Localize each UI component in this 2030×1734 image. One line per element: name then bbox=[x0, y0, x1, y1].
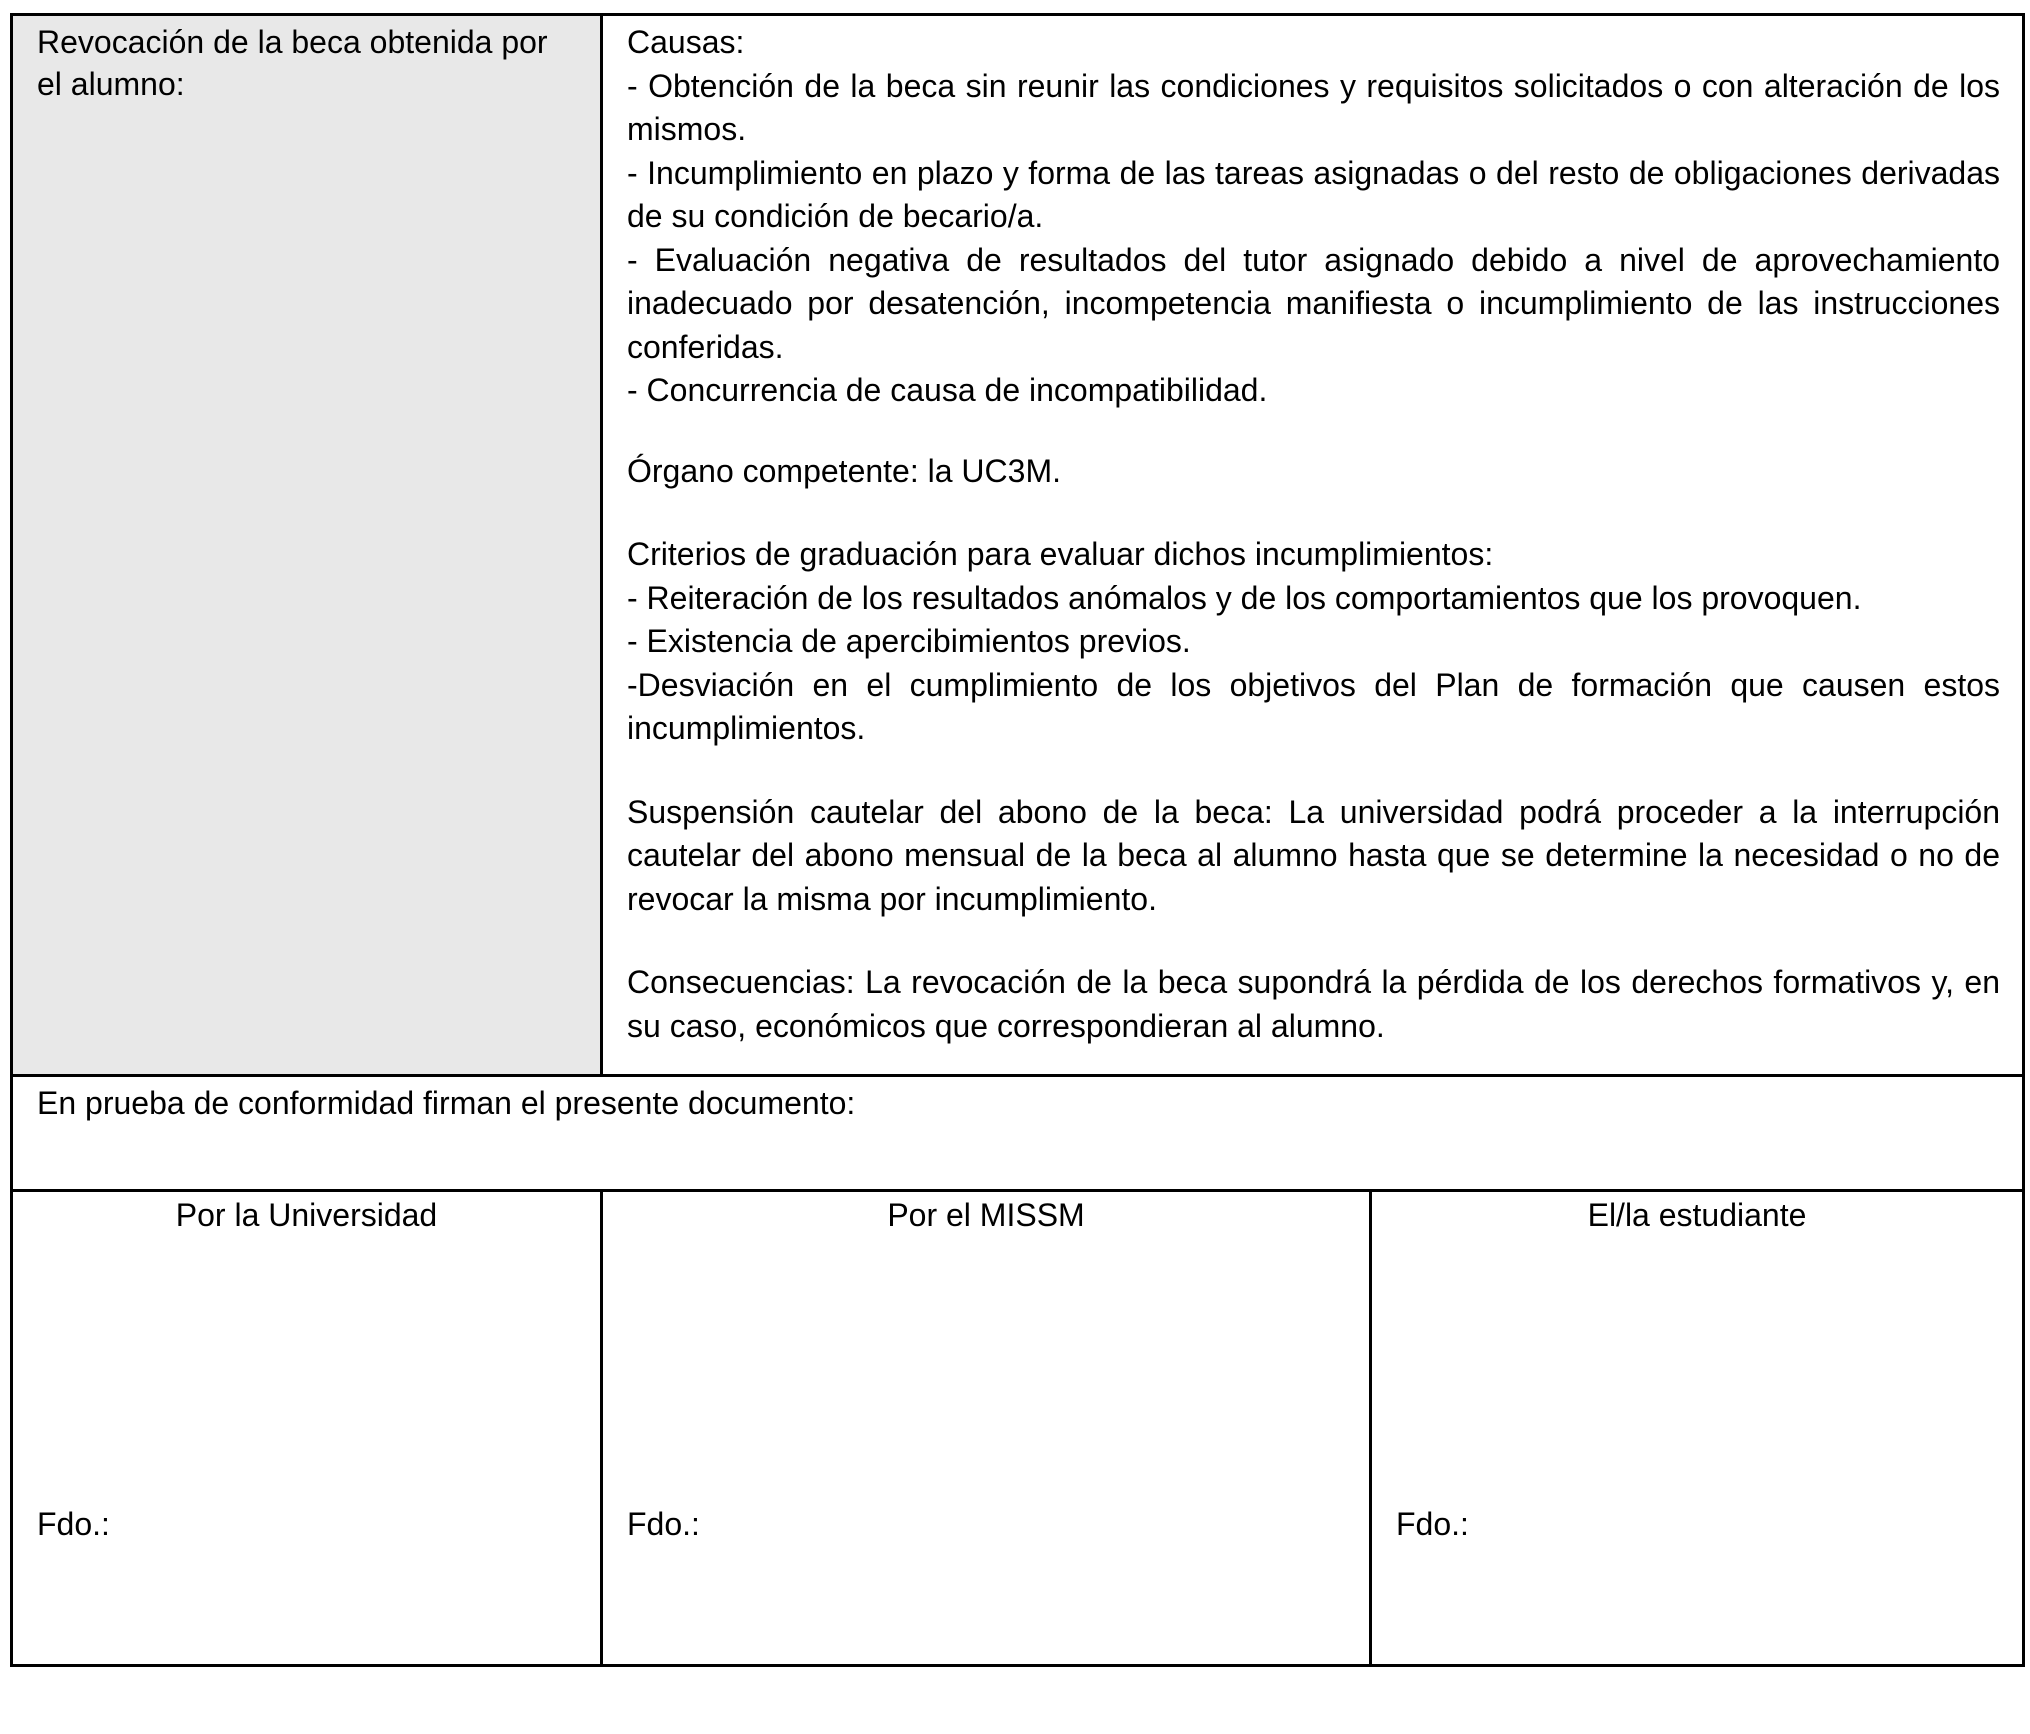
signature-title: Por la Universidad bbox=[175, 1197, 438, 1233]
conformity-row bbox=[12, 1076, 2024, 1191]
revocation-content-cell bbox=[602, 15, 2024, 1076]
criteria-item: - Reiteración de los resultados anómalos y de los comportamientos que los provoquen. bbox=[627, 579, 1862, 616]
spacer bbox=[627, 921, 2000, 961]
spacer bbox=[627, 413, 2000, 450]
signature-title: Por el MISSM bbox=[887, 1197, 1085, 1233]
conformity-cell bbox=[12, 1076, 2024, 1191]
criteria-item: -Desviación en el cumplimiento de los objetivos del Plan de formación que causen estos incumplimientos. bbox=[627, 666, 2001, 746]
cause-item: - Concurrencia de causa de incompatibilidad. bbox=[627, 372, 1268, 408]
revocation-label: Revocación de la beca obtenida por el alumno: bbox=[37, 24, 548, 102]
causes-heading: Causas: bbox=[627, 24, 745, 60]
signatures-row bbox=[12, 1191, 2024, 1666]
cause-item: - Obtención de la beca sin reunir las condiciones y requisitos solicitados o con alteración de los mismos. bbox=[627, 67, 2001, 147]
cause-item: - Evaluación negativa de resultados del tutor asignado debido a nivel de aprovechamiento inadecuado por desatención, incompetencia manifiesta o incumplimiento de las instrucciones conferidas. bbox=[627, 241, 2001, 365]
signature-cell-missm bbox=[602, 1191, 1371, 1666]
agreement-table bbox=[10, 13, 2025, 1667]
signature-cell-university bbox=[12, 1191, 602, 1666]
spacer bbox=[627, 751, 2000, 791]
signature-cell-student bbox=[1371, 1191, 2024, 1666]
consequences-paragraph: Consecuencias: La revocación de la beca supondrá la pérdida de los derechos formativos y, en su caso, económicos que correspondieran al alumno. bbox=[627, 964, 2001, 1044]
signature-fdo-field: Fdo.: bbox=[37, 1506, 110, 1542]
signature-fdo-field: Fdo.: bbox=[627, 1506, 700, 1542]
signature-title: El/la estudiante bbox=[1587, 1197, 1807, 1233]
revocation-row bbox=[12, 15, 2024, 1076]
competent-organ: Órgano competente: la UC3M. bbox=[627, 452, 1061, 489]
revocation-label-cell bbox=[12, 15, 602, 1076]
spacer bbox=[627, 493, 2000, 533]
criteria-item: - Existencia de apercibimientos previos. bbox=[627, 623, 1191, 659]
criteria-heading: Criterios de graduación para evaluar dichos incumplimientos: bbox=[627, 536, 1494, 572]
suspension-paragraph: Suspensión cautelar del abono de la beca: La universidad podrá proceder a la interrupción cautelar del abono mensual de la beca al alumno hasta que se determine la necesidad o no de revocar la misma por incumplimiento. bbox=[627, 793, 2001, 917]
cause-item: - Incumplimiento en plazo y forma de las tareas asignadas o del resto de obligaciones derivadas de su condición de becario/a. bbox=[627, 154, 2001, 234]
conformity-text: En prueba de conformidad firman el presente documento: bbox=[37, 1085, 856, 1121]
signature-fdo-field: Fdo.: bbox=[1396, 1506, 1469, 1542]
